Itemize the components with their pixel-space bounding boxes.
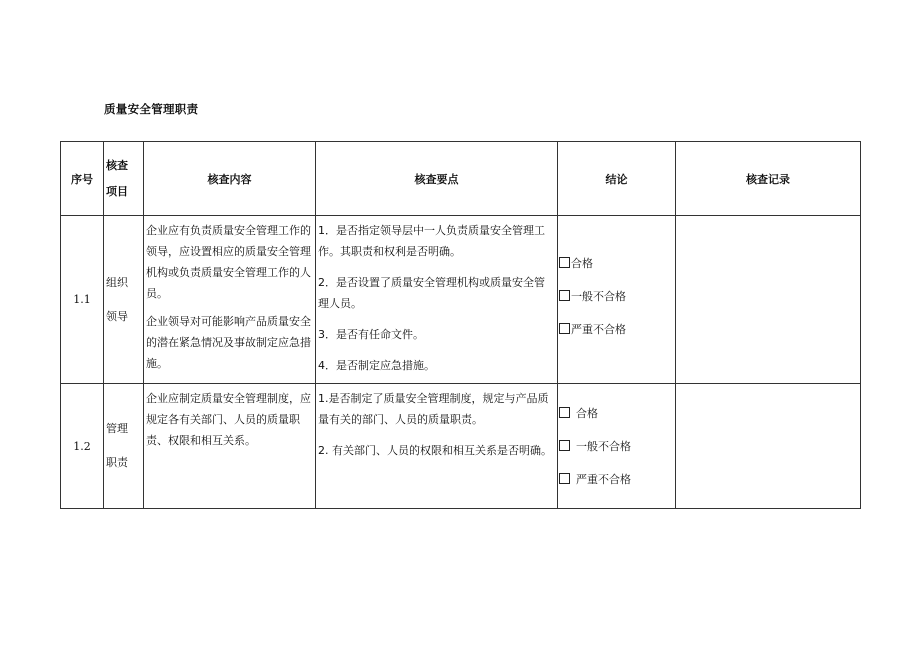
row-record[interactable] [676, 216, 861, 384]
point-item: 2．是否设置了质量安全管理机构或质量安全管理人员。 [318, 276, 545, 310]
header-item [104, 142, 144, 216]
checkbox-icon[interactable] [559, 257, 570, 268]
option-minor-fail[interactable] [559, 280, 675, 313]
row-content [144, 216, 316, 384]
option-pass[interactable] [559, 247, 675, 280]
row-number: 1.2 [61, 384, 104, 509]
header-points: 核查要点 [316, 142, 558, 216]
point-item: 1．是否指定领导层中一人负责质量安全管理工作。其职责和权利是否明确。 [318, 224, 545, 258]
option-label: 严重不合格 [576, 473, 631, 486]
row-content [144, 384, 316, 509]
point-item: 3．是否有任命文件。 [318, 328, 424, 341]
option-minor-fail[interactable] [559, 430, 675, 463]
point-item: 2. 有关部门、人员的权限和相互关系是否明确。 [318, 444, 552, 457]
point-item: 4．是否制定应急措施。 [318, 359, 435, 372]
document-title: 质量安全管理职责 [104, 102, 199, 116]
option-label: 合格 [576, 407, 598, 420]
inspection-table [60, 141, 861, 509]
row-item-line2: 领导 [106, 310, 128, 323]
content-paragraph: 企业应有负责质量安全管理工作的领导，应设置相应的质量安全管理机构或负责质量安全管理工作的人员。 [146, 224, 311, 300]
row-item [104, 384, 144, 509]
header-item-line2: 项目 [106, 184, 128, 198]
content-paragraph: 企业应制定质量安全管理制度，应规定各有关部门、人员的质量职责、权限和相互关系。 [146, 392, 311, 447]
option-label: 一般不合格 [571, 290, 626, 303]
checkbox-icon[interactable] [559, 323, 570, 334]
option-label: 严重不合格 [571, 323, 626, 336]
row-conclusion [558, 384, 676, 509]
content-paragraph: 企业领导对可能影响产品质量安全的潜在紧急情况及事故制定应急措施。 [146, 315, 311, 370]
header-record: 核查记录 [676, 142, 861, 216]
checkbox-icon[interactable] [559, 440, 570, 451]
option-major-fail[interactable] [559, 463, 675, 496]
checkbox-icon[interactable] [559, 473, 570, 484]
row-item-line1: 管理 [106, 422, 128, 435]
checkbox-icon[interactable] [559, 407, 570, 418]
row-item-line1: 组织 [106, 276, 128, 289]
row-points [316, 384, 558, 509]
option-label: 一般不合格 [576, 440, 631, 453]
row-item [104, 216, 144, 384]
checkbox-icon[interactable] [559, 290, 570, 301]
header-conclusion: 结论 [558, 142, 676, 216]
header-row [61, 142, 861, 216]
option-label: 合格 [571, 257, 593, 270]
header-item-line1: 核查 [106, 158, 128, 172]
row-record[interactable] [676, 384, 861, 509]
table-row [61, 216, 861, 384]
option-pass[interactable] [559, 397, 675, 430]
row-points [316, 216, 558, 384]
option-major-fail[interactable] [559, 313, 675, 346]
row-number: 1.1 [61, 216, 104, 384]
row-conclusion [558, 216, 676, 384]
header-content: 核查内容 [144, 142, 316, 216]
point-item: 1.是否制定了质量安全管理制度，规定与产品质量有关的部门、人员的质量职责。 [318, 392, 549, 426]
header-no: 序号 [61, 142, 104, 216]
row-item-line2: 职责 [106, 456, 128, 469]
table-row [61, 384, 861, 509]
